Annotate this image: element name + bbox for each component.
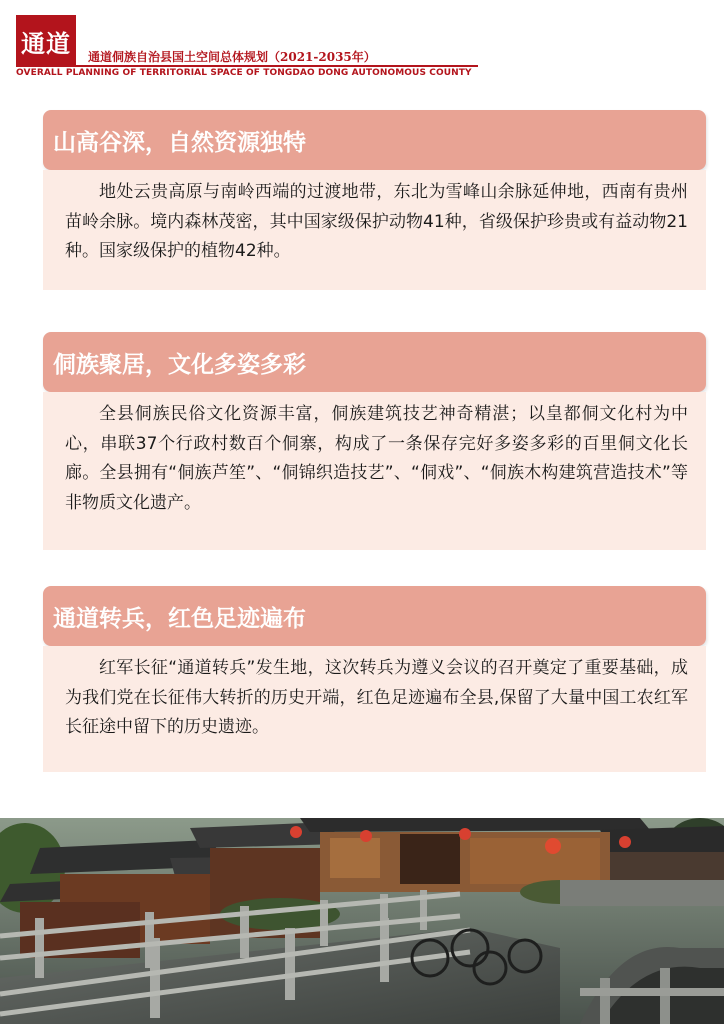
logo: 通道 — [16, 15, 76, 67]
header-divider — [16, 65, 478, 67]
village-illustration — [0, 818, 724, 1024]
section-body-nature: 地处云贵高原与南岭西端的过渡地带，东北为雪峰山余脉延伸地，西南有贵州苗岭余脉。境内森林茂密，其中国家级保护动物41种，省级保护珍贵或有益动物21种。国家级保护的植物42种。 — [43, 170, 706, 290]
document-subtitle: OVERALL PLANNING OF TERRITORIAL SPACE OF TONGDAO DONG AUTONOMOUS COUNTY — [16, 68, 472, 78]
document-title: 通道侗族自治县国土空间总体规划（2021-2035年） — [88, 50, 376, 64]
section-heading-culture: 侗族聚居，文化多姿多彩 — [43, 332, 706, 392]
section-heading-nature: 山高谷深，自然资源独特 — [43, 110, 706, 170]
village-photo — [0, 818, 724, 1024]
section-heading-history: 通道转兵，红色足迹遍布 — [43, 586, 706, 646]
section-body-culture: 全县侗族民俗文化资源丰富，侗族建筑技艺神奇精湛；以皇都侗文化村为中心，串联37个行政村数百个侗寨，构成了一条保存完好多姿多彩的百里侗文化长廊。全县拥有“侗族芦笙”、“侗锦织造技艺”、“侗戏”、“侗族木构建筑营造技术”等非物质文化遗产。 — [43, 392, 706, 550]
section-body-history: 红军长征“通道转兵”发生地，这次转兵为遵义会议的召开奠定了重要基础，成为我们党在长征伟大转折的历史开端，红色足迹遍布全县,保留了大量中国工农红军长征途中留下的历史遗迹。 — [43, 646, 706, 772]
